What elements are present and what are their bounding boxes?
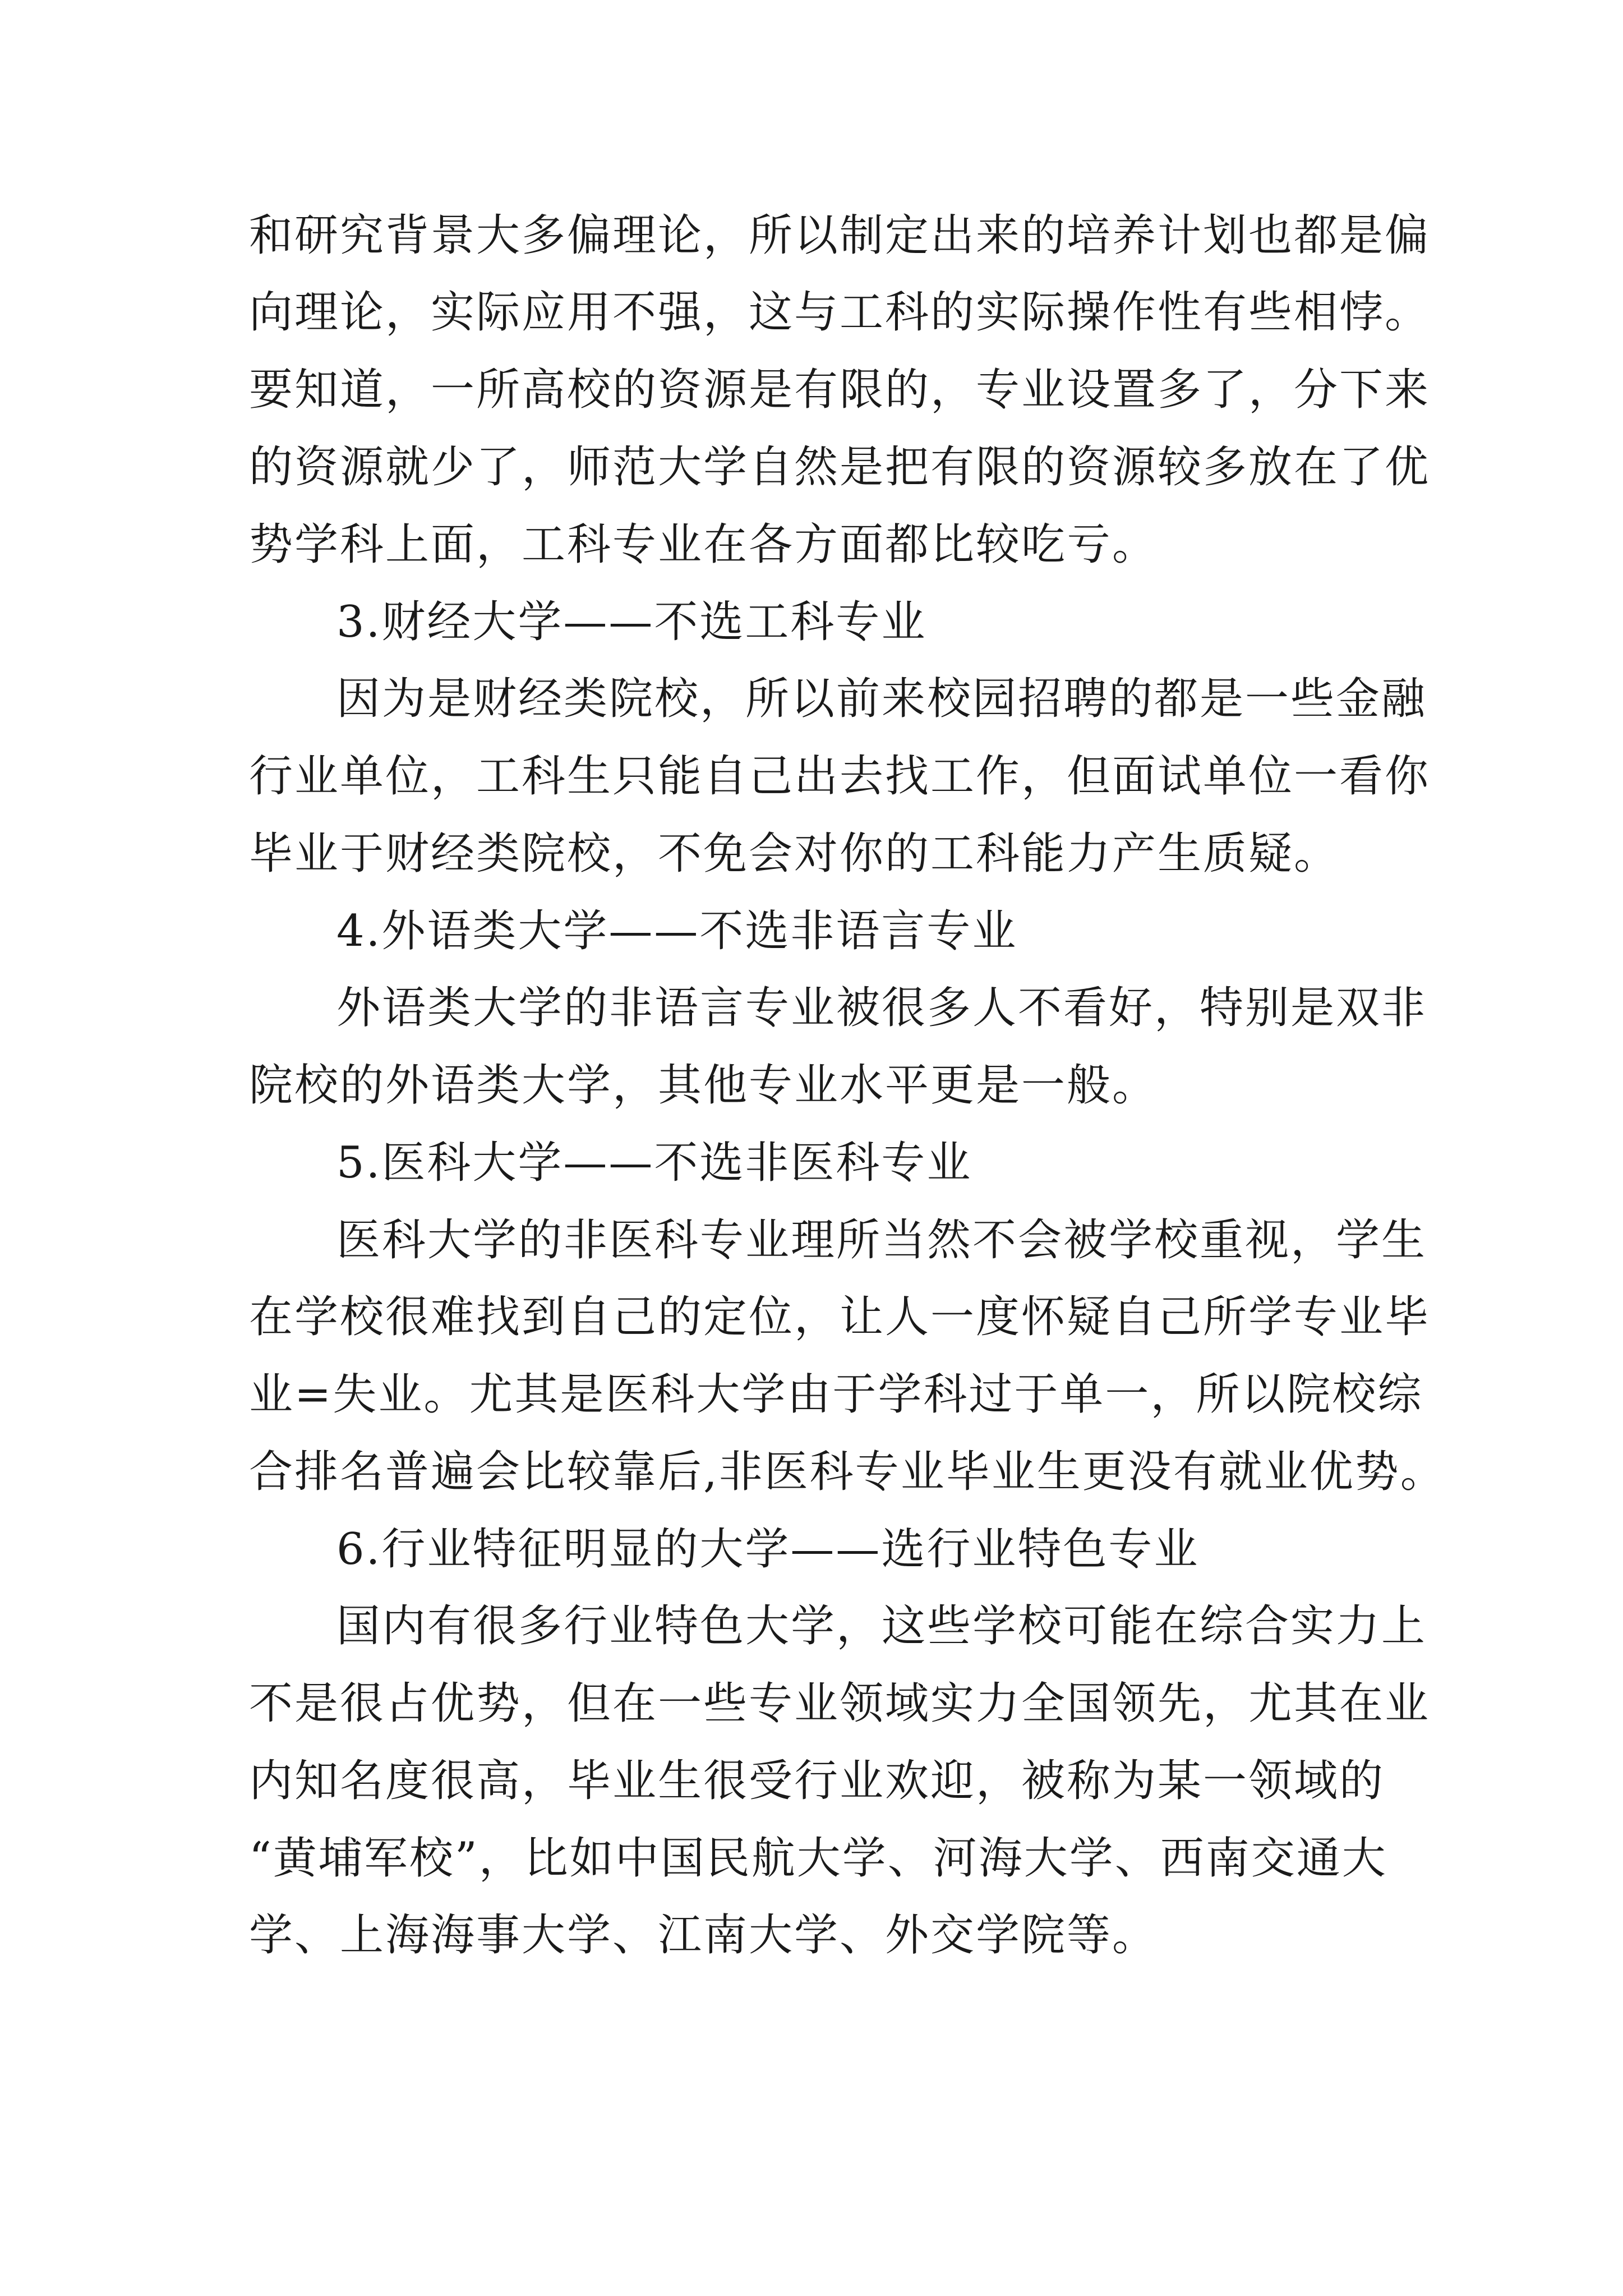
paragraph-line: 行业单位，工科生只能自己出去找工作，但面试单位一看你 <box>249 751 1431 802</box>
section-heading: 6.行业特征明显的大学——选行业特色专业 <box>336 1524 1200 1575</box>
paragraph-line: 要知道，一所高校的资源是有限的，专业设置多了，分下来 <box>249 365 1431 415</box>
section-heading: 5.医科大学——不选非医科专业 <box>336 1138 972 1188</box>
paragraph-line: 国内有很多行业特色大学，这些学校可能在综合实力上 <box>336 1601 1427 1651</box>
paragraph-line: 医科大学的非医科专业理所当然不会被学校重视，学生 <box>336 1215 1427 1266</box>
paragraph-line: 外语类大学的非语言专业被很多人不看好，特别是双非 <box>336 983 1427 1033</box>
paragraph-line: “黄埔军校”，比如中国民航大学、河海大学、西南交通大 <box>249 1833 1387 1884</box>
paragraph-line: 和研究背景大多偏理论，所以制定出来的培养计划也都是偏 <box>249 210 1431 261</box>
paragraph-line: 院校的外语类大学，其他专业水平更是一般。 <box>249 1060 1158 1111</box>
section-heading: 3.财经大学——不选工科专业 <box>336 597 927 647</box>
paragraph-line: 的资源就少了，师范大学自然是把有限的资源较多放在了优 <box>249 442 1431 493</box>
paragraph-line: 在学校很难找到自己的定位，让人一度怀疑自己所学专业毕 <box>249 1292 1431 1342</box>
paragraph-line: 毕业于财经类院校，不免会对你的工科能力产生质疑。 <box>249 829 1340 879</box>
paragraph-line: 合排名普遍会比较靠后,非医科专业毕业生更没有就业优势。 <box>249 1447 1446 1497</box>
paragraph-line: 内知名度很高，毕业生很受行业欢迎，被称为某一领域的 <box>249 1756 1385 1806</box>
paragraph-line: 不是很占优势，但在一些专业领域实力全国领先，尤其在业 <box>249 1678 1431 1729</box>
paragraph-line: 学、上海海事大学、江南大学、外交学院等。 <box>249 1910 1158 1961</box>
section-heading: 4.外语类大学——不选非语言专业 <box>336 906 1018 956</box>
paragraph-line: 因为是财经类院校，所以前来校园招聘的都是一些金融 <box>336 674 1427 724</box>
paragraph-line: 向理论，实际应用不强，这与工科的实际操作性有些相悖。 <box>249 287 1431 338</box>
paragraph-line: 业=失业。尤其是医科大学由于学科过于单一，所以院校综 <box>249 1369 1423 1420</box>
paragraph-line: 势学科上面，工科专业在各方面都比较吃亏。 <box>249 519 1158 570</box>
